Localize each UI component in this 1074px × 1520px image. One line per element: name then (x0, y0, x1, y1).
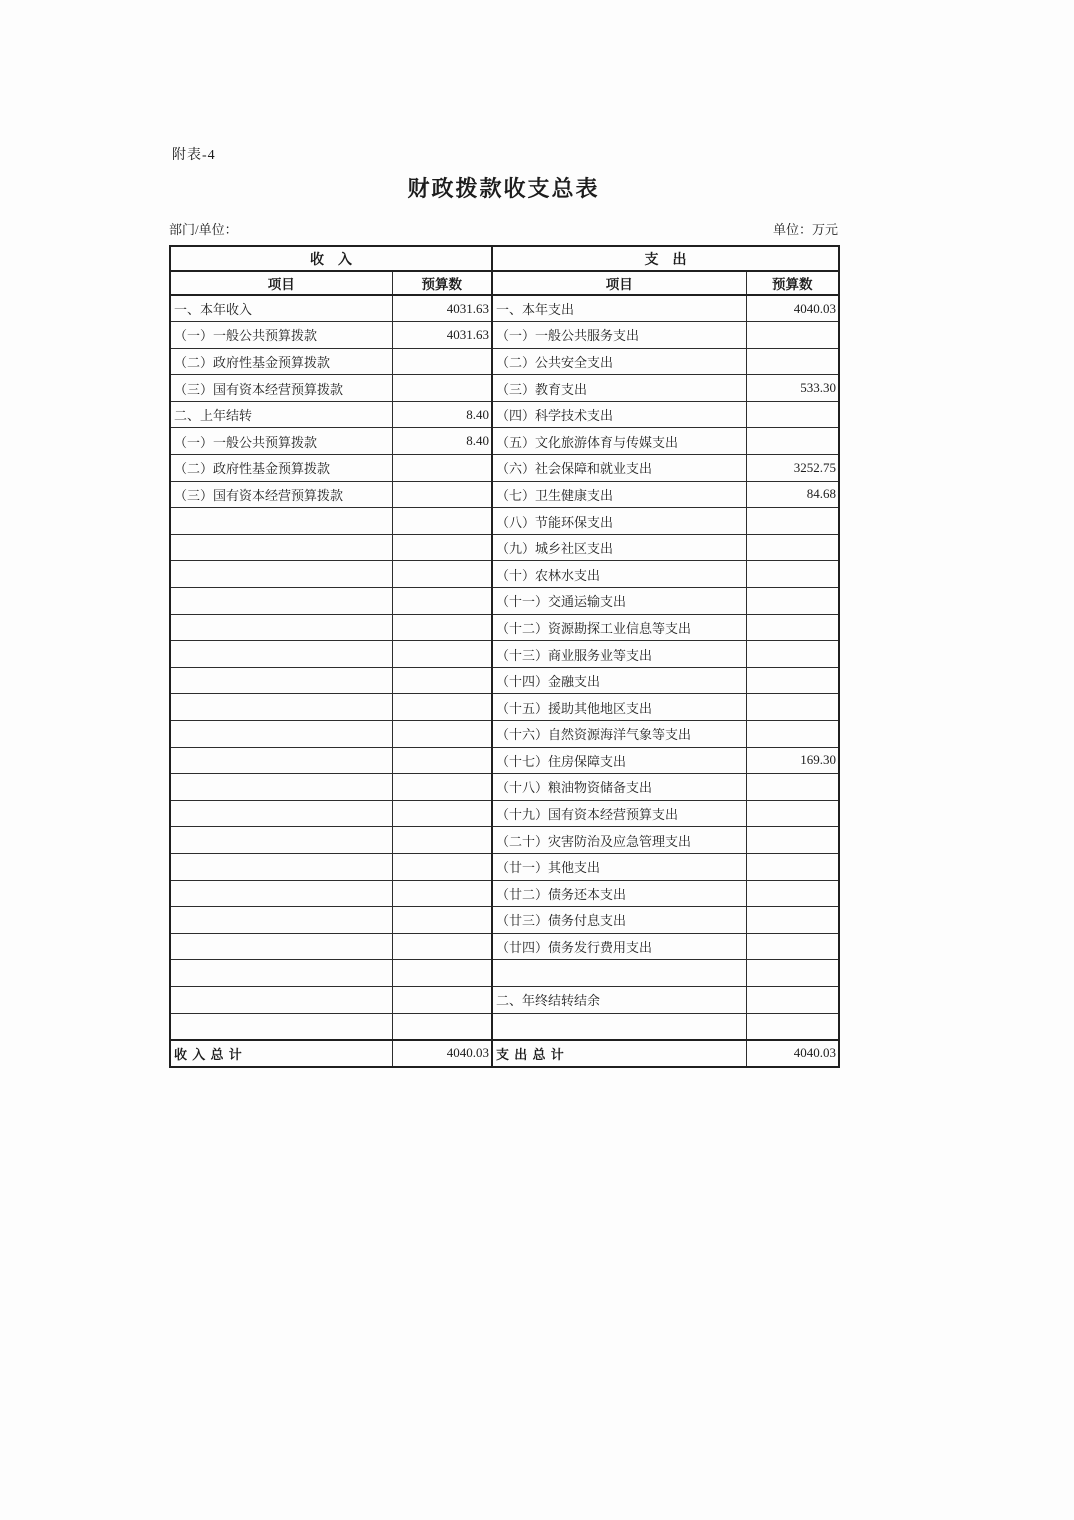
expense-value-cell (746, 588, 839, 615)
income-value-cell (392, 641, 492, 668)
expense-value-cell: 533.30 (746, 375, 839, 402)
table-row (170, 986, 839, 1013)
expense-value-cell (746, 933, 839, 960)
income-item-cell (170, 960, 392, 987)
expense-value-cell (746, 880, 839, 907)
expense-item-cell: （廿三）债务付息支出 (492, 907, 746, 934)
expense-item-cell: （六）社会保障和就业支出 (492, 455, 746, 482)
expense-value-cell (746, 322, 839, 349)
expense-value-cell (746, 1013, 839, 1040)
income-item-cell (170, 827, 392, 854)
table-row (170, 853, 839, 880)
income-total-value: 4040.03 (392, 1040, 492, 1067)
income-item-cell (170, 534, 392, 561)
income-total-label: 收 入 总 计 (170, 1040, 392, 1067)
expense-item-cell: （四）科学技术支出 (492, 401, 746, 428)
expense-value-cell (746, 694, 839, 721)
expense-budget-column-header: 预算数 (746, 271, 839, 295)
income-item-cell: （一）一般公共预算拨款 (170, 322, 392, 349)
table-row (170, 401, 839, 428)
total-row (170, 1040, 839, 1067)
table-row (170, 588, 839, 615)
income-value-cell (392, 694, 492, 721)
income-item-column-header: 项目 (170, 271, 392, 295)
income-value-cell (392, 827, 492, 854)
page-title: 财政拨款收支总表 (407, 176, 600, 201)
unit-label: 单位：万元 (772, 222, 838, 237)
table-row (170, 534, 839, 561)
income-item-cell (170, 933, 392, 960)
income-value-cell: 8.40 (392, 401, 492, 428)
income-item-cell: （二）政府性基金预算拨款 (170, 348, 392, 375)
income-value-cell (392, 933, 492, 960)
income-value-cell (392, 721, 492, 748)
expense-item-cell: （七）卫生健康支出 (492, 481, 746, 508)
income-item-cell (170, 641, 392, 668)
income-item-cell (170, 774, 392, 801)
table-row (170, 933, 839, 960)
expense-item-cell: （二十）灾害防治及应急管理支出 (492, 827, 746, 854)
table-row (170, 428, 839, 455)
column-header-row (170, 271, 839, 295)
expense-value-cell (746, 561, 839, 588)
table-row (170, 667, 839, 694)
income-item-cell: （三）国有资本经营预算拨款 (170, 375, 392, 402)
income-item-cell (170, 747, 392, 774)
expense-value-cell: 84.68 (746, 481, 839, 508)
expense-item-cell: （十六）自然资源海洋气象等支出 (492, 721, 746, 748)
table-row (170, 694, 839, 721)
table-row (170, 348, 839, 375)
expense-value-cell (746, 401, 839, 428)
income-value-cell: 4031.63 (392, 295, 492, 322)
expense-item-cell: （十）农林水支出 (492, 561, 746, 588)
table-row (170, 800, 839, 827)
table-row (170, 614, 839, 641)
meta-row (169, 219, 838, 238)
income-value-cell (392, 375, 492, 402)
expense-item-cell: （廿二）债务还本支出 (492, 880, 746, 907)
expense-value-cell (746, 827, 839, 854)
expense-value-cell (746, 508, 839, 535)
expense-item-cell: （十八）粮油物资储备支出 (492, 774, 746, 801)
table-row (170, 641, 839, 668)
expense-item-cell: （十三）商业服务业等支出 (492, 641, 746, 668)
table-row (170, 455, 839, 482)
expense-item-cell: （十一）交通运输支出 (492, 588, 746, 615)
table-row (170, 960, 839, 987)
income-value-cell (392, 348, 492, 375)
income-item-cell: （一）一般公共预算拨款 (170, 428, 392, 455)
income-value-cell (392, 907, 492, 934)
table-row (170, 747, 839, 774)
expense-item-cell: （三）教育支出 (492, 375, 746, 402)
budget-table (169, 245, 840, 1068)
income-item-cell (170, 588, 392, 615)
income-value-cell (392, 667, 492, 694)
expense-item-cell: （十五）援助其他地区支出 (492, 694, 746, 721)
income-value-cell (392, 960, 492, 987)
table-row (170, 508, 839, 535)
expense-item-cell (492, 960, 746, 987)
table-row (170, 561, 839, 588)
income-value-cell (392, 853, 492, 880)
expense-item-cell (492, 1013, 746, 1040)
income-item-cell (170, 721, 392, 748)
income-value-cell (392, 508, 492, 535)
table-row (170, 827, 839, 854)
income-value-cell (392, 800, 492, 827)
expense-section-header: 支 出 (492, 246, 839, 271)
expense-value-cell: 3252.75 (746, 455, 839, 482)
income-item-cell: （三）国有资本经营预算拨款 (170, 481, 392, 508)
income-item-cell (170, 986, 392, 1013)
income-item-cell: 二、上年结转 (170, 401, 392, 428)
income-value-cell (392, 455, 492, 482)
table-row (170, 375, 839, 402)
table-row (170, 721, 839, 748)
expense-item-cell: （八）节能环保支出 (492, 508, 746, 535)
income-value-cell (392, 481, 492, 508)
expense-total-value: 4040.03 (746, 1040, 839, 1067)
expense-item-cell: （五）文化旅游体育与传媒支出 (492, 428, 746, 455)
expense-item-cell: （廿一）其他支出 (492, 853, 746, 880)
income-budget-column-header: 预算数 (392, 271, 492, 295)
expense-value-cell (746, 614, 839, 641)
expense-item-cell: （十七）住房保障支出 (492, 747, 746, 774)
expense-value-cell: 4040.03 (746, 295, 839, 322)
table-row (170, 880, 839, 907)
expense-value-cell (746, 774, 839, 801)
expense-value-cell (746, 800, 839, 827)
expense-value-cell (746, 534, 839, 561)
expense-item-cell: （一）一般公共服务支出 (492, 322, 746, 349)
income-value-cell (392, 747, 492, 774)
table-foot (170, 1040, 839, 1067)
income-value-cell (392, 1013, 492, 1040)
expense-value-cell (746, 853, 839, 880)
income-item-cell (170, 561, 392, 588)
income-value-cell (392, 774, 492, 801)
expense-item-cell: （九）城乡社区支出 (492, 534, 746, 561)
expense-item-column-header: 项目 (492, 271, 746, 295)
income-item-cell (170, 508, 392, 535)
income-value-cell (392, 614, 492, 641)
expense-value-cell (746, 348, 839, 375)
income-section-header: 收 入 (170, 246, 492, 271)
section-header-row (170, 246, 839, 271)
income-value-cell (392, 986, 492, 1013)
income-item-cell (170, 614, 392, 641)
expense-value-cell: 169.30 (746, 747, 839, 774)
table-row (170, 907, 839, 934)
expense-item-cell: （廿四）债务发行费用支出 (492, 933, 746, 960)
expense-value-cell (746, 960, 839, 987)
income-value-cell (392, 880, 492, 907)
income-item-cell (170, 853, 392, 880)
expense-value-cell (746, 667, 839, 694)
income-item-cell (170, 1013, 392, 1040)
table-head (170, 246, 839, 295)
expense-item-cell: （二）公共安全支出 (492, 348, 746, 375)
expense-value-cell (746, 986, 839, 1013)
income-item-cell: 一、本年收入 (170, 295, 392, 322)
expense-total-label: 支 出 总 计 (492, 1040, 746, 1067)
expense-item-cell: （十四）金融支出 (492, 667, 746, 694)
income-item-cell (170, 667, 392, 694)
expense-item-cell: （十二）资源勘探工业信息等支出 (492, 614, 746, 641)
income-value-cell: 4031.63 (392, 322, 492, 349)
income-item-cell: （二）政府性基金预算拨款 (170, 455, 392, 482)
table-row (170, 1013, 839, 1040)
table-body (170, 295, 839, 1040)
income-item-cell (170, 907, 392, 934)
table-row (170, 481, 839, 508)
income-value-cell (392, 588, 492, 615)
department-label: 部门/单位： (169, 222, 238, 237)
table-row (170, 774, 839, 801)
table-row (170, 322, 839, 349)
annex-label: 附表-4 (172, 148, 216, 163)
expense-item-cell: 一、本年支出 (492, 295, 746, 322)
expense-value-cell (746, 641, 839, 668)
expense-value-cell (746, 428, 839, 455)
income-item-cell (170, 880, 392, 907)
income-value-cell (392, 561, 492, 588)
expense-value-cell (746, 721, 839, 748)
expense-item-cell: 二、年终结转结余 (492, 986, 746, 1013)
income-value-cell: 8.40 (392, 428, 492, 455)
income-value-cell (392, 534, 492, 561)
income-item-cell (170, 694, 392, 721)
income-item-cell (170, 800, 392, 827)
table-row (170, 295, 839, 322)
expense-value-cell (746, 907, 839, 934)
expense-item-cell: （十九）国有资本经营预算支出 (492, 800, 746, 827)
